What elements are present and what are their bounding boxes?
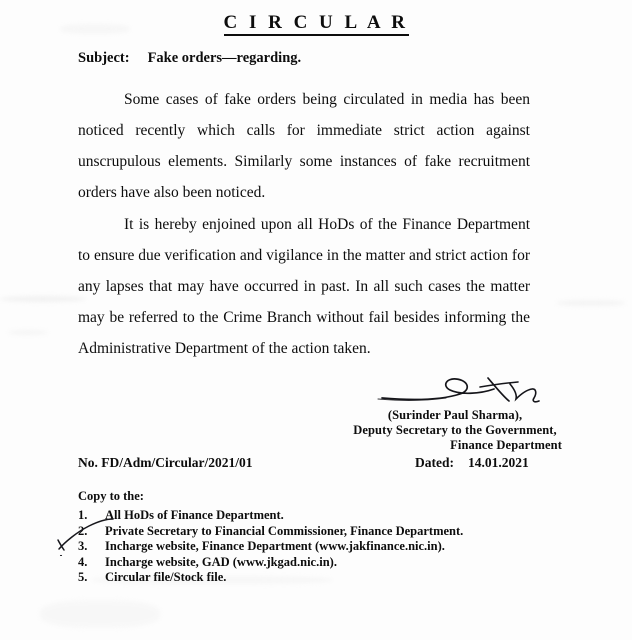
document-title [0, 12, 632, 34]
subject-value: Fake orders—regarding. [147, 50, 302, 66]
list-item-text: All HoDs of Finance Department. [105, 508, 284, 522]
reference-number: No. FD/Adm/Circular/2021/01 [78, 455, 253, 470]
subject-label: Subject: [78, 50, 130, 66]
list-item-number: 3. [78, 539, 88, 553]
document-title-text: C I R C U L A R [224, 12, 409, 36]
list-item-number: 4. [78, 554, 88, 569]
signatory-department: Finance Department [450, 438, 562, 452]
list-item [78, 570, 518, 586]
list-item [78, 555, 518, 571]
dated-label: Dated: [415, 455, 454, 470]
list-item-text: Circular file/Stock file. [105, 570, 227, 584]
copy-to-list [78, 508, 518, 586]
subject-line [78, 50, 301, 67]
list-item-text: Incharge website, Finance Department (www.jakfinance.nic.in). [105, 539, 445, 553]
paragraph-text: It is hereby enjoined upon all HoDs of the Finance Department to ensure due verification and vigilance in the matter and strict action for any lapses that may have occurred in past. In all such cases the matter may be referred to the Crime Branch without fail besides informing the Administrative Department of the action taken. [78, 216, 530, 357]
scan-smudge [40, 600, 160, 628]
dated-value: 14.01.2021 [468, 455, 529, 470]
body-paragraph-1 [78, 84, 530, 208]
list-item [78, 539, 518, 555]
scan-smudge [556, 300, 626, 306]
paragraph-text: Some cases of fake orders being circulated in media has been noticed recently which calls for immediate strict action against unscrupulous elements. Similarly some instances of fake recruitment orders have also been noticed. [78, 91, 530, 201]
signatory-details [330, 408, 580, 453]
handwritten-signature-icon [330, 372, 580, 408]
scan-smudge [0, 296, 86, 302]
list-item [78, 508, 518, 524]
copy-to-heading: Copy to the: [78, 489, 144, 503]
signature-block [330, 372, 580, 453]
list-item-number: 1. [78, 508, 88, 522]
signatory-name: (Surinder Paul Sharma), [387, 408, 523, 422]
list-item-text: Private Secretary to Financial Commissioner, Finance Department. [105, 523, 464, 538]
dated-line [415, 455, 529, 471]
body-paragraph-2 [78, 209, 530, 364]
list-item-text: Incharge website, GAD (www.jkgad.nic.in). [105, 554, 337, 569]
list-item-number: 5. [78, 570, 88, 584]
scan-smudge [8, 330, 48, 335]
list-item-number: 2. [78, 523, 88, 538]
list-item [78, 524, 518, 540]
signatory-designation: Deputy Secretary to the Government, [353, 423, 557, 437]
